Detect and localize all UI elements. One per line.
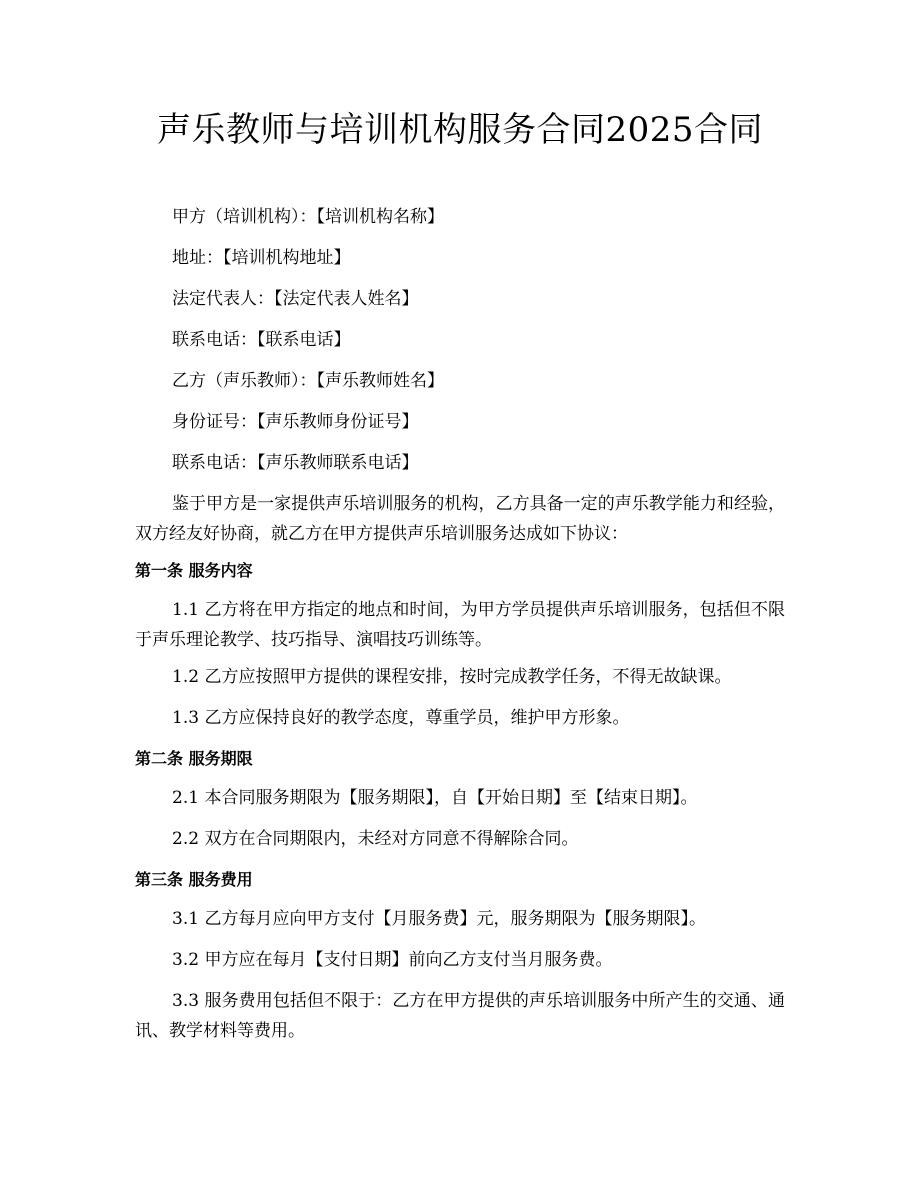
clause-1-2: 1.2 乙方应按照甲方提供的课程安排，按时完成教学任务，不得无故缺课。 [172, 667, 732, 687]
section-1-heading: 第一条 服务内容 [135, 561, 253, 580]
section-2-heading: 第二条 服务期限 [135, 749, 253, 768]
clause-1-1: 1.1 乙方将在甲方指定的地点和时间，为甲方学员提供声乐培训服务，包括但不限于声乐理论教学、技巧指导、演唱技巧训练等。 [135, 600, 785, 650]
party-a-legal-rep: 法定代表人：【法定代表人姓名】 [172, 289, 419, 309]
document-title: 声乐教师与培训机构服务合同2025合同 [156, 110, 764, 150]
clause-3-1: 3.1 乙方每月应向甲方支付【月服务费】元，服务期限为【服务期限】。 [172, 909, 706, 929]
clause-1-3: 1.3 乙方应保持良好的教学态度，尊重学员，维护甲方形象。 [172, 708, 630, 728]
party-b-phone: 联系电话：【声乐教师联系电话】 [172, 453, 419, 473]
clause-2-1: 2.1 本合同服务期限为【服务期限】，自【开始日期】至【结束日期】。 [172, 788, 698, 808]
clause-3-2: 3.2 甲方应在每月【支付日期】前向乙方支付当月服务费。 [172, 950, 613, 970]
party-a-phone: 联系电话：【联系电话】 [172, 330, 351, 350]
party-b-id-number: 身份证号：【声乐教师身份证号】 [172, 412, 419, 432]
party-b-name: 乙方（声乐教师）：【声乐教师姓名】 [172, 371, 444, 391]
party-a-name: 甲方（培训机构）：【培训机构名称】 [172, 207, 444, 227]
party-info [135, 205, 785, 475]
party-a-address: 地址：【培训机构地址】 [172, 248, 351, 268]
clause-3-3: 3.3 服务费用包括但不限于：乙方在甲方提供的声乐培训服务中所产生的交通、通讯、教学材料等费用。 [135, 991, 785, 1041]
clause-2-2: 2.2 双方在合同期限内，未经对方同意不得解除合同。 [172, 829, 579, 849]
preamble-paragraph: 鉴于甲方是一家提供声乐培训服务的机构，乙方具备一定的声乐教学能力和经验，双方经友好协商，就乙方在甲方提供声乐培训服务达成如下协议： [135, 494, 785, 544]
section-3-heading: 第三条 服务费用 [135, 870, 253, 889]
